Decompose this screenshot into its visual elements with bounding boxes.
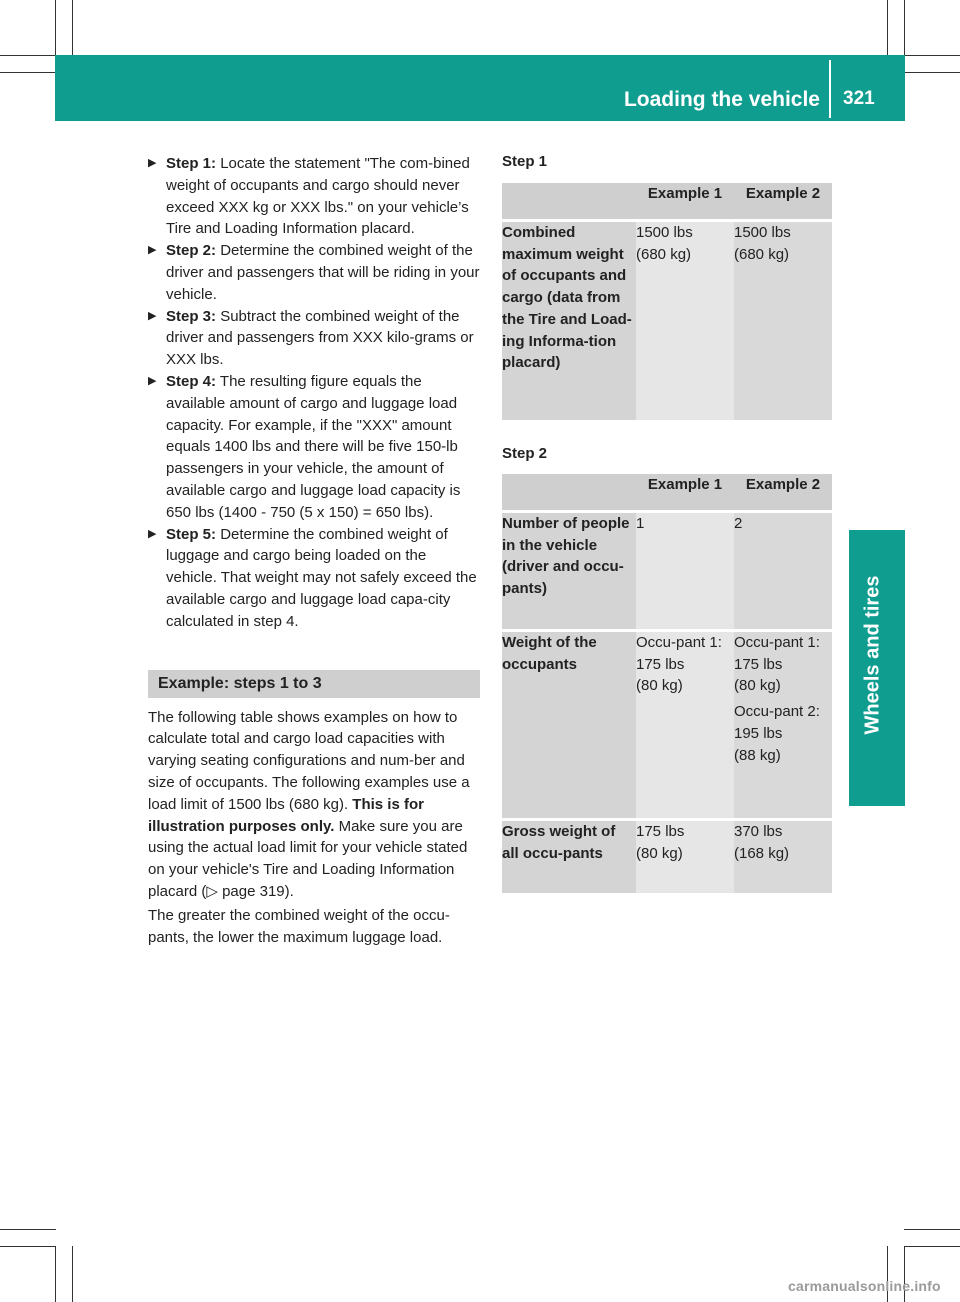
crop-mark [0, 1229, 56, 1230]
step1-table-title: Step 1 [502, 153, 548, 170]
crop-mark [55, 0, 56, 56]
step2-table-title: Step 2 [502, 445, 548, 462]
step1-table [502, 183, 832, 420]
step-text: The resulting figure equals the available amount of cargo and luggage load capacity. For example, if the "XXX" amount equals 1400 lbs and there will be five 150-lb passengers in your vehicle, the amount of available cargo and luggage load capacity is 650 lbs (1400 - 750 (5 x 150) = 650 lbs). [166, 372, 461, 521]
step2-table [502, 474, 832, 893]
table-cell [636, 632, 734, 818]
table-cell: 2 [734, 513, 832, 629]
step-arrow-icon: ▶ [148, 157, 157, 169]
row-label: Gross weight of all occu-pants [502, 821, 636, 893]
weight-kg: (168 kg) [734, 844, 790, 862]
crop-mark [0, 72, 56, 73]
occupant-block [734, 701, 832, 766]
step-item [148, 371, 480, 524]
crop-mark [904, 55, 960, 56]
weight-kg: (80 kg) [636, 677, 683, 695]
table-header-cell: Example 1 [636, 183, 734, 219]
header-divider [829, 60, 831, 118]
crop-mark [72, 0, 73, 56]
page-reference-link[interactable]: page 319). [222, 882, 294, 900]
row-label: Number of people in the vehicle (driver and occu-pants) [502, 513, 636, 629]
table-header-cell: Example 2 [734, 474, 832, 510]
step-item [148, 524, 480, 633]
step-item [148, 240, 480, 305]
weight-lbs: 195 lbs [734, 724, 783, 742]
table-cell [734, 632, 832, 818]
table-header-cell [502, 183, 636, 219]
occupant-block [636, 632, 734, 697]
table-header-row [502, 183, 832, 219]
weight-lbs: 370 lbs [734, 823, 783, 840]
weight-kg: (80 kg) [636, 844, 683, 862]
crop-mark [904, 1229, 960, 1230]
example-bold-text: This is for illustration purposes only. [148, 795, 424, 835]
step-text: Determine the combined weight of luggage and cargo being loaded on the vehicle. That weight may not safely exceed the available cargo and luggage load capa-city calculated in step 4. [166, 525, 477, 630]
weight-lbs: 175 lbs [636, 823, 685, 840]
crop-mark [887, 0, 888, 56]
step-text: Locate the statement "The com-bined weight of occupants and cargo should never exceed XXX kg or XXX lbs." on your vehicle’s Tire and Loading Information placard. [166, 155, 470, 238]
weight-lbs: 175 lbs [636, 655, 685, 673]
crop-mark [904, 0, 905, 56]
table-cell [734, 222, 832, 420]
table-header-cell [502, 474, 636, 510]
crop-mark [55, 1246, 56, 1302]
table-header-row [502, 474, 832, 510]
step-arrow-icon: ▶ [148, 244, 157, 257]
weight-kg: (680 kg) [734, 245, 790, 263]
step-label: Step 2: [166, 242, 217, 260]
row-label: Combined maximum weight of occupants and cargo (data from the Tire and Load-ing Informa-tion placard) [502, 222, 636, 420]
step-label: Step 1: [166, 155, 217, 172]
watermark: carmanualsonline.info [788, 1278, 941, 1294]
table-row [502, 513, 832, 629]
step-label: Step 4: [166, 372, 217, 390]
page-ref-arrow-icon: ▷ [206, 882, 218, 900]
weight-kg: (80 kg) [734, 677, 781, 695]
weight-lbs: 1500 lbs [734, 224, 791, 241]
weight-kg: (680 kg) [636, 245, 692, 263]
example-heading: Example: steps 1 to 3 [148, 670, 480, 698]
step-label: Step 3: [166, 307, 217, 325]
occupant-label: Occu-pant 2: [734, 703, 820, 721]
table-cell [636, 821, 734, 893]
section-title: Loading the vehicle [623, 88, 820, 111]
crop-mark [904, 72, 960, 73]
table-header-cell: Example 1 [636, 474, 734, 510]
step-item [148, 306, 480, 371]
step-text: Subtract the combined weight of the driver and passengers from XXX kilo-grams or XXX lbs. [166, 307, 474, 369]
crop-mark [0, 1246, 56, 1247]
example-text: The following table shows examples on how to calculate total and cargo load capacities with varying seating configurations and num-ber and size of occupants. The following examples use a load limit of 1500 lbs (680 kg). [148, 708, 470, 813]
step-item [148, 153, 480, 240]
crop-mark [72, 1246, 73, 1302]
table-cell: 1 [636, 513, 734, 629]
step-arrow-icon: ▶ [148, 374, 157, 387]
step-arrow-icon: ▶ [148, 309, 157, 322]
table-cell [734, 821, 832, 893]
page-number: 321 [843, 88, 875, 109]
row-label: Weight of the occupants [502, 632, 636, 818]
weight-lbs: 175 lbs [734, 655, 783, 673]
occupant-block [734, 632, 832, 697]
crop-mark [0, 55, 56, 56]
example-paragraph [148, 707, 480, 903]
example-paragraph: The greater the combined weight of the occu-pants, the lower the maximum luggage load. [148, 906, 450, 946]
weight-kg: (88 kg) [734, 746, 781, 764]
table-row [502, 821, 832, 893]
step-arrow-icon: ▶ [148, 527, 157, 540]
occupant-label: Occu-pant 1: [636, 634, 722, 651]
example-text: Make sure you are using the actual load limit for your vehicle stated on your vehicle's Tire and Loading Information placard ( [148, 817, 468, 900]
step-label: Step 5: [166, 525, 217, 543]
table-cell [636, 222, 734, 420]
table-header-cell: Example 2 [734, 183, 832, 219]
crop-mark [904, 1246, 960, 1247]
step-text: Determine the combined weight of the driver and passengers that will be riding in your vehicle. [166, 242, 480, 303]
table-row [502, 222, 832, 420]
left-column [148, 153, 480, 948]
side-tab-label: Wheels and tires [861, 575, 884, 735]
weight-lbs: 1500 lbs [636, 224, 693, 241]
occupant-label: Occu-pant 1: [734, 634, 820, 651]
table-row [502, 632, 832, 818]
